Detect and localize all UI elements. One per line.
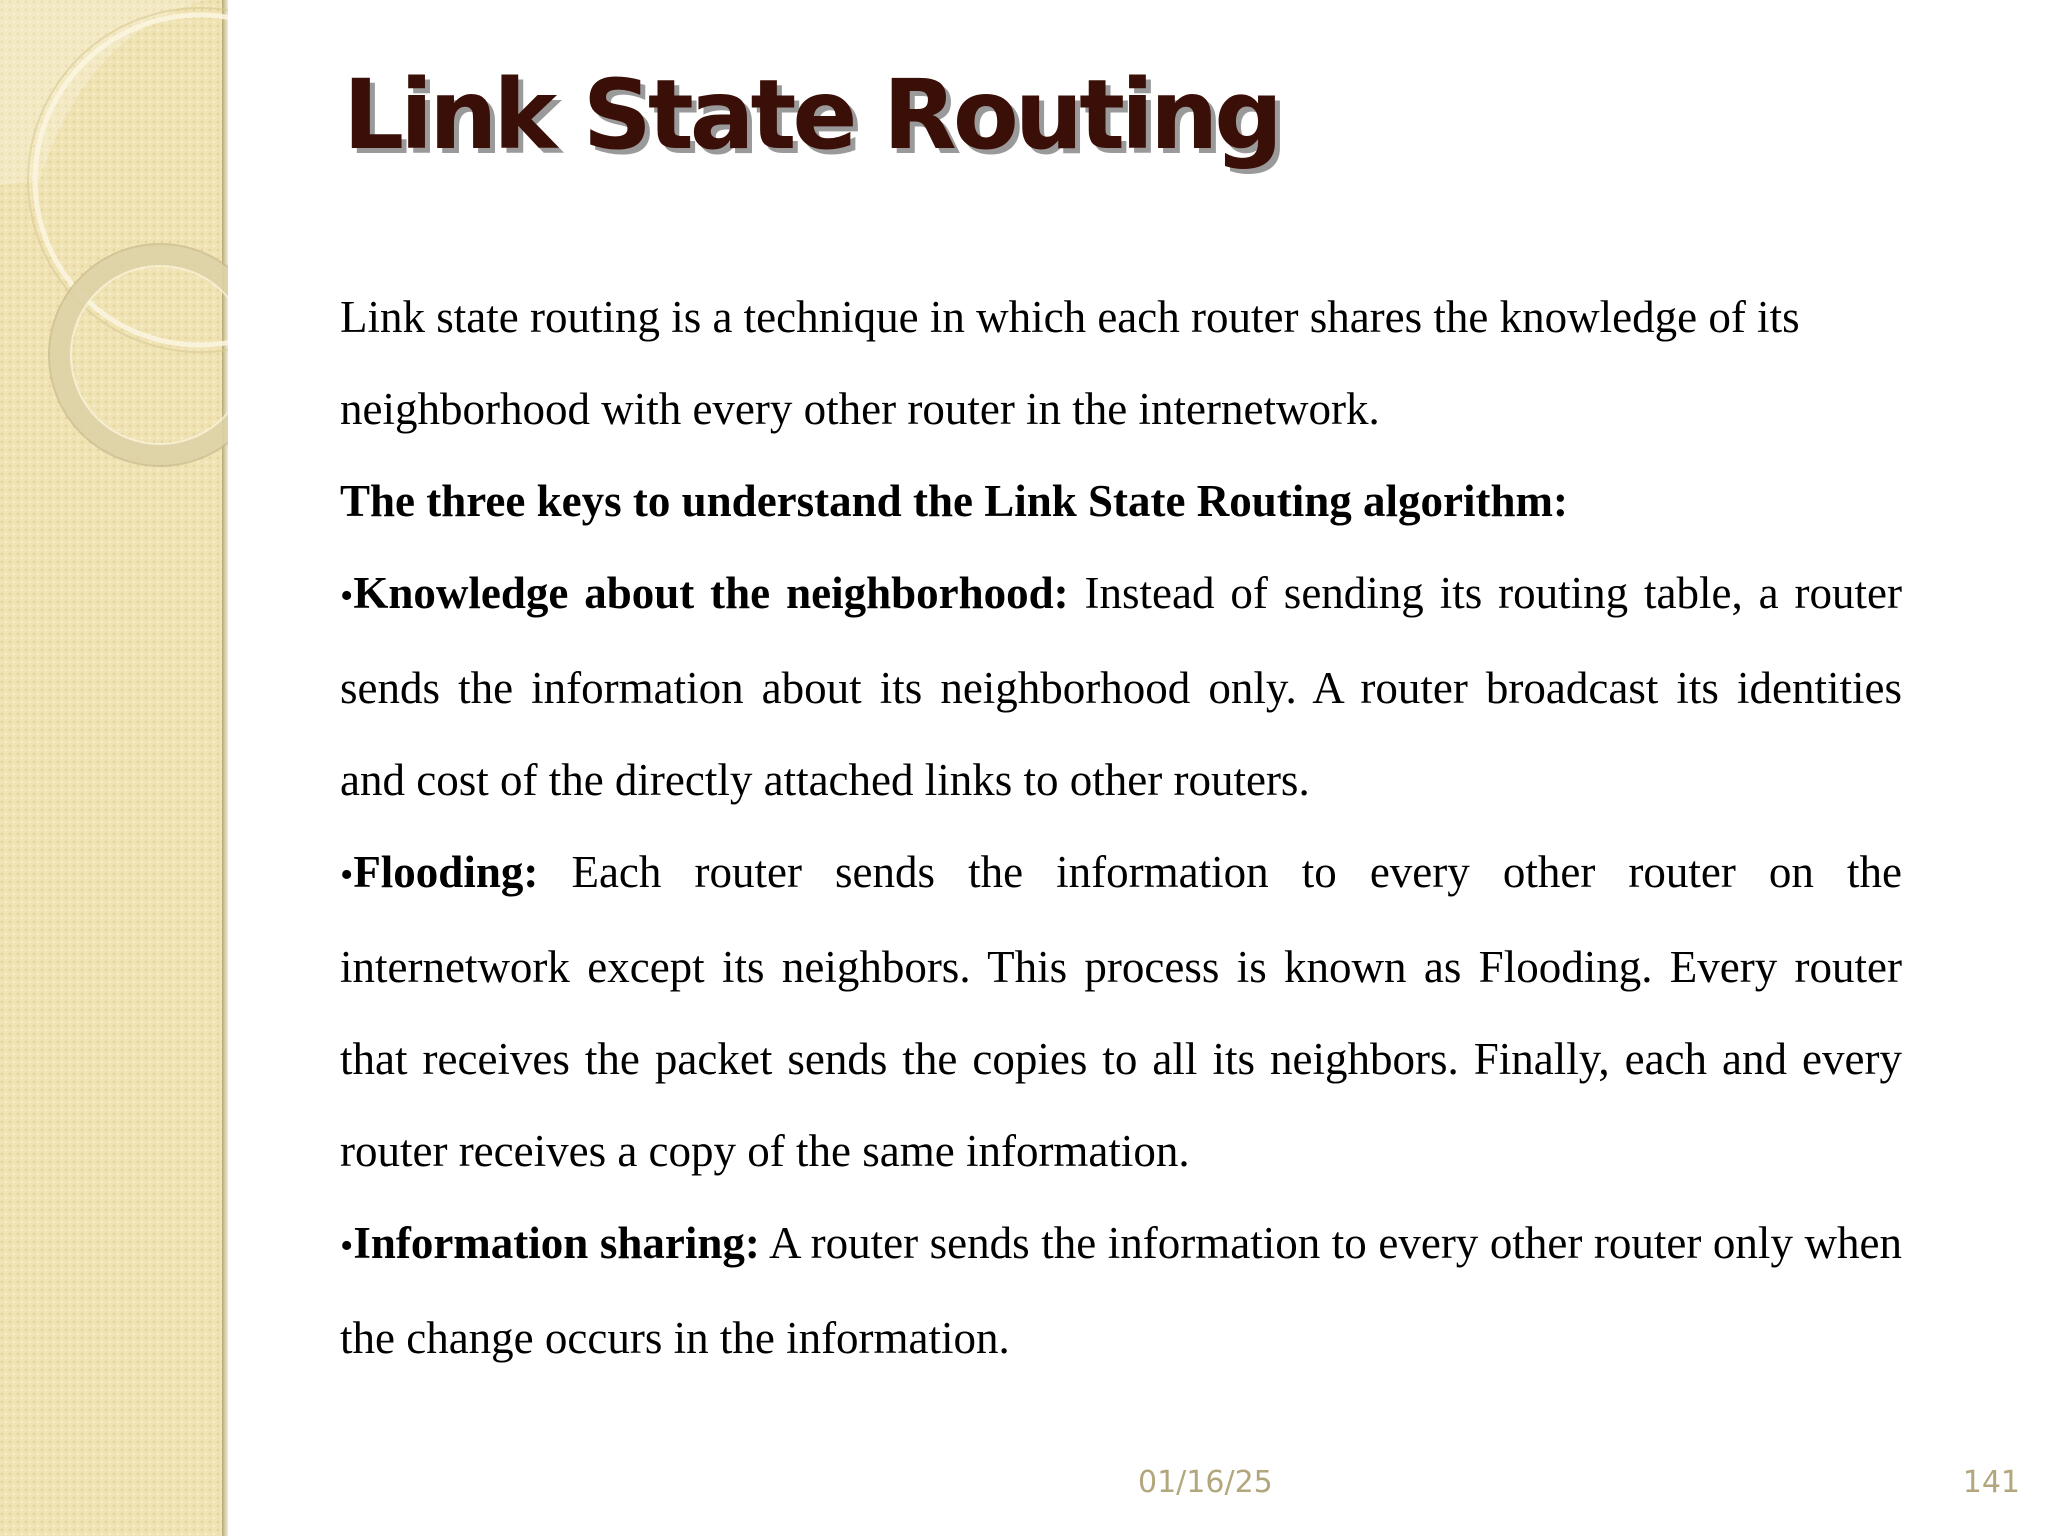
bullet-text: A router sends the information to every other router only when the change occurs in the information.: [340, 1218, 1902, 1363]
bullet-text: Each router sends the information to every other router on the internetwork except its neighbors. This process is known as Flooding. Every router that receives the packet sends the copies to all its neighbors. Finally, each and every router receives a copy of the same information.: [340, 847, 1902, 1176]
bullet-term: Information sharing:: [353, 1218, 760, 1268]
bullet-term: Knowledge about the neighborhood:: [353, 568, 1069, 618]
bullet-marker: •: [340, 854, 354, 896]
bullet-marker: •: [340, 575, 354, 617]
slide-body: [340, 271, 1902, 1384]
decorative-rings: [0, 0, 228, 520]
bullet-item: [340, 826, 1902, 1197]
footer-date: 01/16/25: [1138, 1465, 1273, 1500]
bullet-item: [340, 547, 1902, 826]
bullet-item: [340, 1197, 1902, 1384]
intro-paragraph: Link state routing is a technique in which each router shares the knowledge of its neighborhood with every other router in the internetwork.: [340, 292, 1800, 434]
slide-title: Link State Routing: [343, 59, 1279, 171]
bullet-text: Instead of sending its routing table, a router sends the information about its neighborhood only. A router broadcast its identities and cost of the directly attached links to other routers.: [340, 568, 1902, 805]
bullet-term: Flooding:: [353, 847, 539, 897]
bullet-marker: •: [340, 1225, 354, 1267]
keys-heading: The three keys to understand the Link State Routing algorithm:: [340, 476, 1568, 526]
page-number: 141: [1962, 1465, 2020, 1500]
